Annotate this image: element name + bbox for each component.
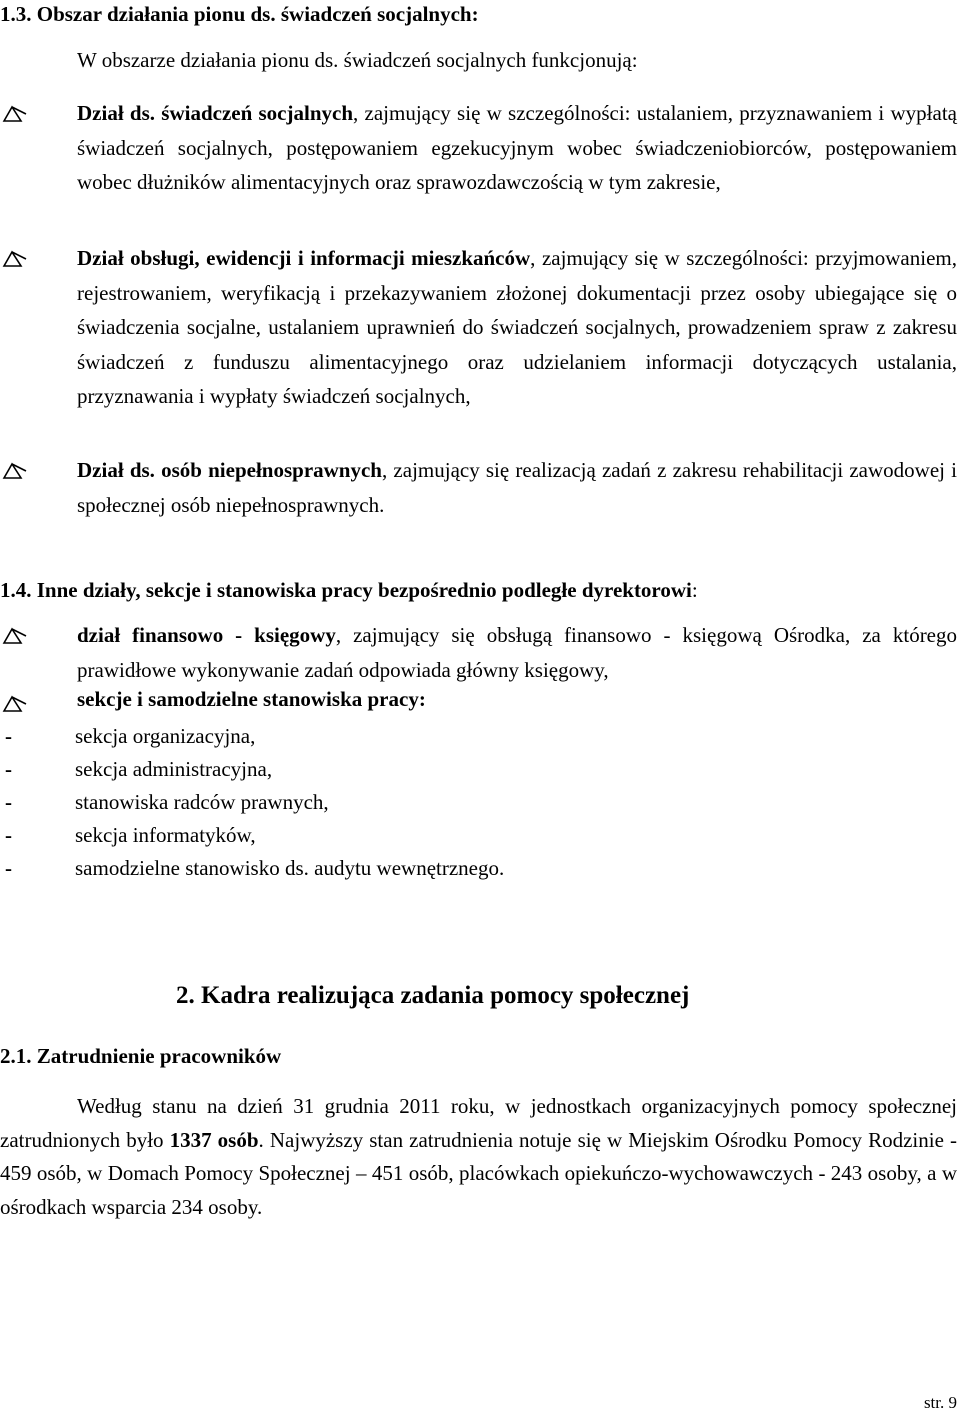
flag-triangle-icon — [2, 460, 32, 482]
item-text: , zajmujący się obsługą finansowo - księgową Ośrodka, za którego prawidłowe wykonywanie zadań odpowiada główny księgowy, — [77, 623, 958, 682]
item-text: , zajmujący się w szczególności: ustalaniem, przyznawaniem i wypłatą świadczeń socjalnych, postępowaniem egzekucyjnym wobec świadczeniobiorców, postępowaniem wobec dłużników alimentacyjnych oraz sprawozdawczością w tym zakresie, — [77, 101, 957, 194]
flag-triangle-icon — [2, 693, 32, 715]
flag-triangle-icon — [2, 248, 32, 270]
dash-item-text: sekcja organizacyjna, — [75, 724, 256, 748]
dash-marker: - — [5, 823, 12, 847]
flag-triangle-icon — [2, 103, 32, 125]
paragraph-text: Według stanu na dzień 31 grudnia 2011 roku, w jednostkach organizacyjnych pomocy społecznej zatrudnionych było — [0, 1094, 957, 1152]
total-employees: 1337 osób — [169, 1127, 259, 1152]
heading-colon: : — [691, 578, 698, 602]
employment-paragraph — [0, 1090, 957, 1224]
item-title: Dział obsługi, ewidencji i informacji mieszkańców — [77, 246, 531, 270]
item-title: dział finansowo - księgowy — [77, 623, 336, 647]
dash-marker: - — [5, 856, 12, 880]
section-heading-1-4 — [0, 578, 698, 603]
chapter-title: 2. Kadra realizująca zadania pomocy społecznej — [176, 982, 690, 1009]
list-item — [77, 687, 426, 712]
section-intro: W obszarze działania pionu ds. świadczeń socjalnych funkcjonują: — [77, 48, 638, 72]
dash-marker: - — [5, 757, 12, 781]
dash-item-text: sekcja informatyków, — [75, 823, 256, 847]
list-item — [77, 618, 957, 687]
dash-marker: - — [5, 724, 12, 748]
page-number: str. 9 — [923, 1393, 957, 1412]
heading-text: 1.4. Inne działy, sekcje i stanowiska pracy bezpośrednio podległe dyrektorowi — [0, 578, 692, 602]
item-title: Dział ds. świadczeń socjalnych — [77, 101, 354, 125]
dash-item-text: stanowiska radców prawnych, — [75, 790, 329, 814]
paragraph-text: . Najwyższy stan zatrudnienia notuje się w Miejskim Ośrodku Pomocy Rodzinie - 459 osób, w Domach Pomocy Społecznej – 451 osób, placówkach opiekuńczo-wychowawczych - 243 osoby, a w ośrodkach wsparcia 234 osoby. — [0, 1127, 957, 1219]
item-text: , zajmujący się w szczególności: przyjmowaniem, rejestrowaniem, weryfikacją i przekazywaniem złożonej dokumentacji przez osoby ubiegające się o świadczenia socjalne, ustalaniem uprawnień do świadczeń socjalnych, prowadzeniem spraw z zakresu świadczeń z funduszu alimentacyjnego oraz udzielaniem informacji dotyczących ustalania, przyznawania i wypłaty świadczeń socjalnych, — [77, 246, 957, 408]
dash-marker: - — [5, 790, 12, 814]
sub-heading-2-1: 2.1. Zatrudnienie pracowników — [0, 1044, 282, 1068]
list-item — [77, 453, 957, 522]
list-item — [77, 241, 957, 414]
item-title: sekcje i samodzielne stanowiska pracy: — [77, 687, 426, 711]
dash-item-text: sekcja administracyjna, — [75, 757, 273, 781]
item-title: Dział ds. osób niepełnosprawnych — [77, 458, 382, 482]
flag-triangle-icon — [2, 625, 32, 647]
item-text: , zajmujący się realizacją zadań z zakresu rehabilitacji zawodowej i społecznej osób niepełnosprawnych. — [77, 458, 957, 517]
dash-item-text: samodzielne stanowisko ds. audytu wewnętrznego. — [75, 856, 505, 880]
section-heading-1-3: 1.3. Obszar działania pionu ds. świadczeń socjalnych: — [0, 2, 479, 26]
list-item — [77, 96, 957, 200]
